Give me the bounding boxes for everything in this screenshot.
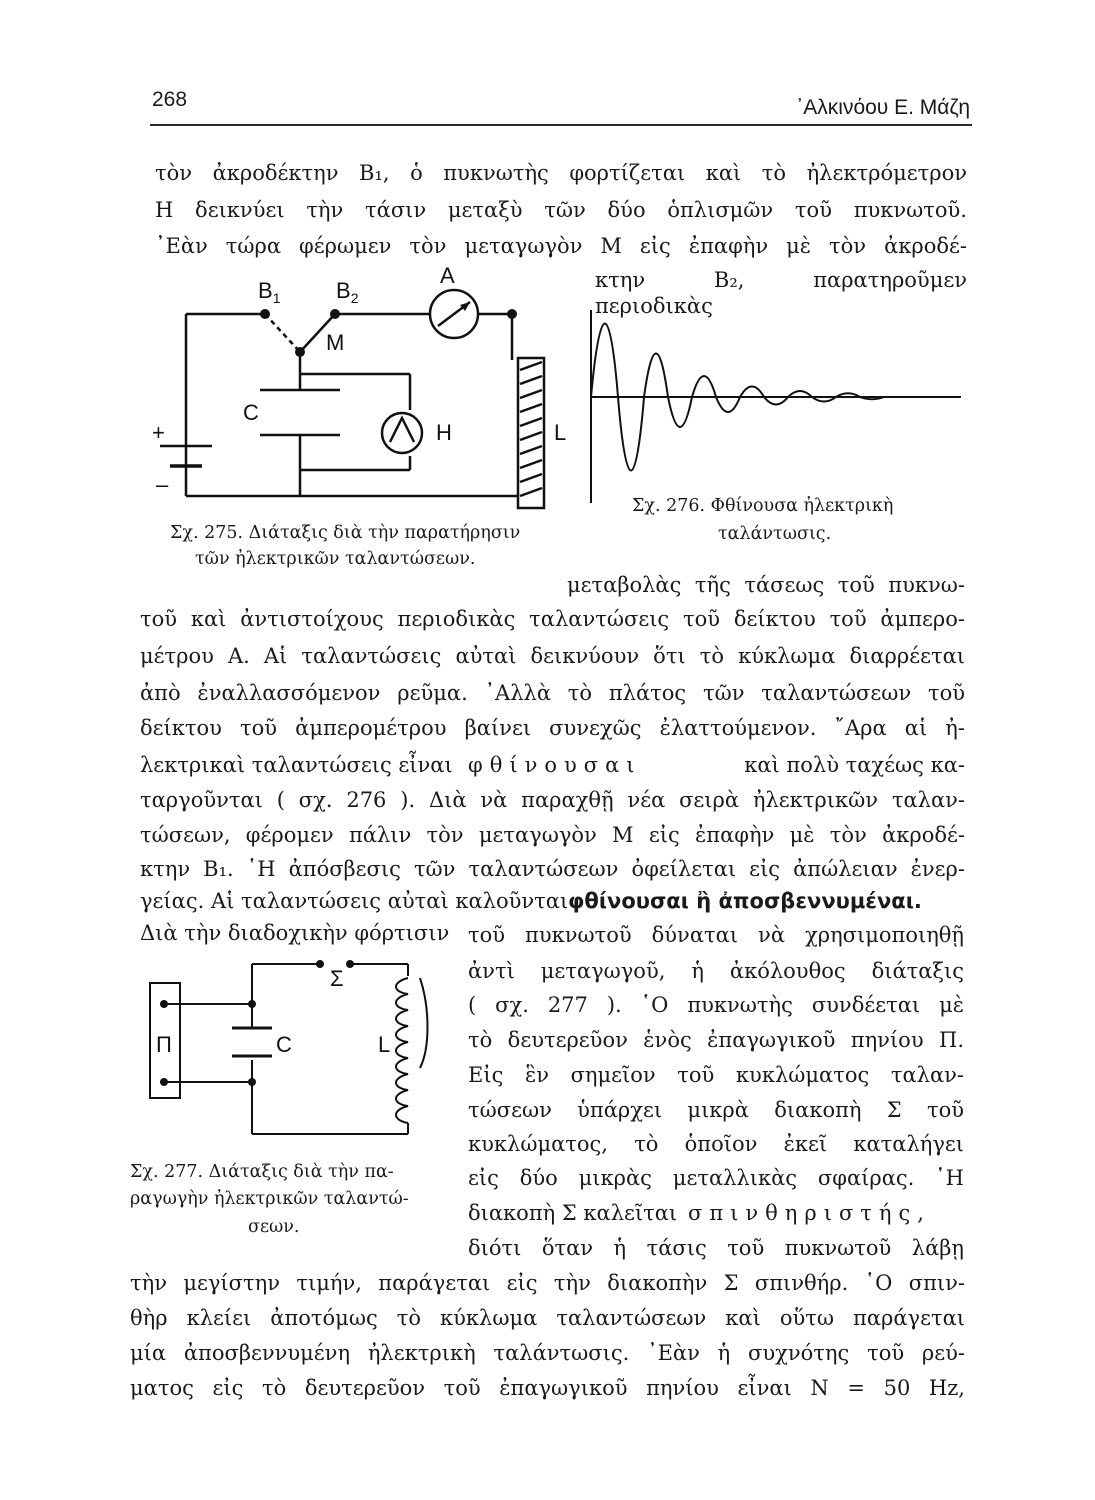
text-line: τώσεων, φέρομεν πάλιν τὸν μεταγωγὸν Μ εἰς ἐπαφὴν μὲ τὸν ἀκροδέ- [140,823,965,847]
figure-276-damped-oscillation [586,305,966,505]
text-line: μέτρου Α. Αἱ ταλαντώσεις αὐταὶ δεικνύουν ὅτι τὸ κύκλωμα διαρρέεται [140,644,965,668]
text-line: κυκλώματος, τὸ ὁποῖον ἐκεῖ καταλήγει [468,1132,964,1156]
header-rule [150,124,972,126]
text-line: ματος εἰς τὸ δευτερεῦον τοῦ ἐπαγωγικοῦ πηνίου εἶναι Ν = 50 Hz, [130,1376,965,1400]
label-l: L [378,1032,391,1057]
text-line: κτην Β₁. ῾Η ἀπόσβεσις τῶν ταλαντώσεων ὀφείλεται εἰς ἀπώλειαν ἐνερ- [140,857,965,881]
text-line: τώσεων ὑπάρχει μικρὰ διακοπὴ Σ τοῦ [468,1098,964,1122]
figure-277-caption: Σχ. 277. Διάταξις διὰ τὴν πα- [130,1162,394,1182]
label-a: A [440,263,455,288]
label-sigma: Σ [330,966,344,991]
figure-277-caption: ραγωγὴν ἠλεκτρικῶν ταλαντώ- [130,1189,409,1209]
label-minus: – [156,472,169,497]
text-line: τὴν μεγίστην τιμήν, παράγεται εἰς τὴν διακοπὴν Σ σπινθήρ. ῾Ο σπιν- [130,1271,965,1295]
text-line: καὶ πολὺ ταχέως κα- [744,753,965,777]
text-line: κτην Β₂, παρατηροῦμεν περιοδικὰς [595,268,967,318]
text-line: ᾿Εὰν τώρα φέρωμεν τὸν μεταγωγὸν Μ εἰς ἐπαφὴν μὲ τὸν ἀκροδέ- [155,234,967,258]
figure-275-circuit [140,263,567,510]
figure-275-caption: Σχ. 275. Διάταξις διὰ τὴν παρατήρησιν [170,523,521,543]
text-line: μεταβολὰς τῆς τάσεως τοῦ πυκνω- [567,573,965,597]
text-line: τὸ δευτερεῦον ἑνὸς ἐπαγωγικοῦ πηνίου Π. [468,1028,964,1052]
text-line: ταργοῦνται ( σχ. 276 ). Διὰ νὰ παραχθῇ νέα σειρὰ ἠλεκτρικῶν ταλαν- [140,788,965,812]
spaced-term: σπινθηριστής, [688,1201,931,1225]
label-c: C [243,400,259,425]
figure-277-caption: σεων. [248,1217,300,1237]
label-pi: Π [156,1032,172,1057]
spaced-term: φθίνουσαι [468,753,642,777]
figure-277-circuit [140,948,440,1143]
text-line: ἀπὸ ἐναλλασσόμενον ρεῦμα. ᾿Αλλὰ τὸ πλάτος τῶν ταλαντώσεων τοῦ [140,681,965,705]
text-line: διακοπὴ Σ καλεῖται [468,1201,678,1225]
text-line: εἰς δύο μικρὰς μεταλλικὰς σφαίρας. ῾Η [468,1166,964,1190]
label-b2: $B_2$ [336,278,359,306]
text-line: τοῦ πυκνωτοῦ δύναται νὰ χρησιμοποιηθῇ [468,923,964,947]
text-line: Εἰς ἓν σημεῖον τοῦ κυκλώματος ταλαν- [468,1063,964,1087]
text-line: Η δεικνύει τὴν τάσιν μεταξὺ τῶν δύο ὁπλισμῶν τοῦ πυκνωτοῦ. [155,198,967,222]
text-line: λεκτρικαὶ ταλαντώσεις εἶναι [140,753,453,777]
label-l: L [554,420,567,445]
text-line: θὴρ κλείει ἀποτόμως τὸ κύκλωμα ταλαντώσεων καὶ οὕτω παράγεται [130,1306,965,1330]
text-line: διότι ὅταν ἡ τάσις τοῦ πυκνωτοῦ λάβῃ [468,1236,964,1260]
text-line: τοῦ καὶ ἀντιστοίχους περιοδικὰς ταλαντώσεις τοῦ δείκτου τοῦ ἀμπερο- [140,607,965,631]
bold-term: φθίνουσαι ἢ ἀποσβεννυμέναι. [568,889,922,913]
text-line: Διὰ τὴν διαδοχικὴν φόρτισιν [140,921,450,945]
label-c: C [276,1032,292,1057]
figure-275-caption: τῶν ἠλεκτρικῶν ταλαντώσεων. [195,549,476,569]
label-b1: $B_1$ [258,278,281,306]
text-line: τὸν ἀκροδέκτην Β₁, ὁ πυκνωτὴς φορτίζεται καὶ τὸ ἠλεκτρόμετρον [155,161,967,185]
text-line: δείκτου τοῦ ἀμπερομέτρου βαίνει συνεχῶς ἐλαττούμενον. ῎Αρα αἱ ἠ- [140,716,965,740]
text-line: μία ἀποσβεννυμένη ἠλεκτρικὴ ταλάντωσις. ᾿Εὰν ἡ συχνότης τοῦ ρεύ- [130,1341,965,1365]
figure-276-caption: ταλάντωσις. [718,524,832,544]
running-head: ᾿Αλκινόου Ε. Μάζη [796,96,970,119]
text-line: ( σχ. 277 ). ῾Ο πυκνωτὴς συνδέεται μὲ [468,993,964,1017]
figure-276-caption: Σχ. 276. Φθίνουσα ἠλεκτρικὴ [632,496,894,516]
text-line: ἀντὶ μεταγωγοῦ, ἡ ἀκόλουθος διάταξις [468,959,964,983]
page-number: 268 [152,88,188,111]
text-line: γείας. Αἱ ταλαντώσεις αὐταὶ καλοῦνται [140,889,569,913]
label-h: H [436,420,452,445]
label-m: M [326,330,345,355]
label-plus: + [152,420,165,445]
